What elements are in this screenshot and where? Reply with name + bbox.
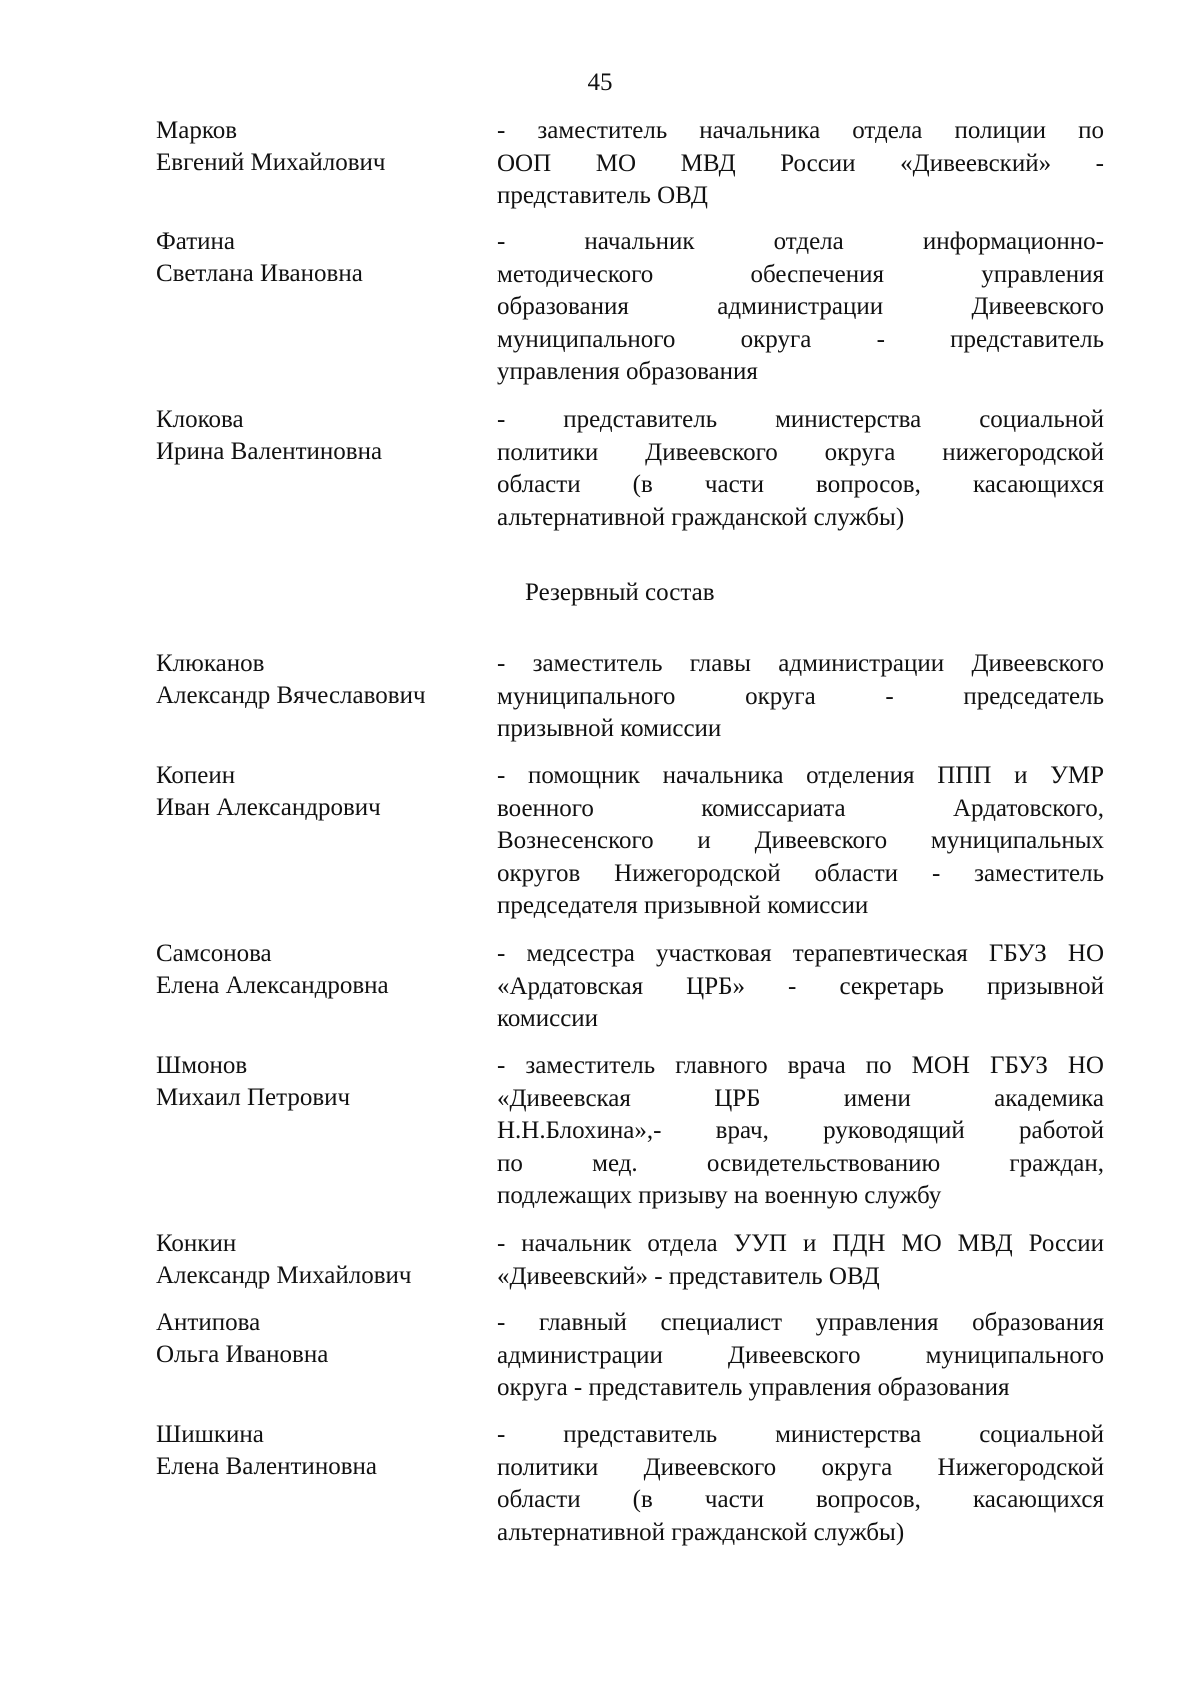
role-line: - представитель министерства социальной — [497, 1421, 1104, 1448]
member-given-name: Ирина Валентиновна — [156, 438, 383, 465]
member-role — [497, 226, 1104, 389]
reserve-section-title: Резервный состав — [525, 579, 715, 606]
member-role — [497, 648, 1104, 746]
role-line: по мед. освидетельствованию граждан, — [497, 1149, 1104, 1177]
role-line: председателя призывной комиссии — [497, 892, 869, 920]
member-role — [497, 1050, 1104, 1213]
role-line: методического обеспечения управления — [497, 260, 1104, 288]
member-given-name: Ольга Ивановна — [156, 1341, 329, 1368]
role-line: области (в части вопросов, касающихся — [497, 1486, 1104, 1514]
member-surname: Клюканов — [156, 650, 265, 677]
role-line: - заместитель главного врача по МОН ГБУЗ НО — [497, 1052, 1104, 1079]
member-given-name: Александр Михайлович — [156, 1262, 412, 1289]
member-surname: Шишкина — [156, 1421, 264, 1448]
member-given-name: Иван Александрович — [156, 794, 381, 821]
role-line: политики Дивеевского округа нижегородской — [497, 438, 1104, 466]
role-line: - начальник отдела УУП и ПДН МО МВД России — [497, 1230, 1104, 1257]
role-line: «Ардатовская ЦРБ» - секретарь призывной — [497, 972, 1104, 1000]
role-line: ООП МО МВД России «Дивеевский» - — [497, 149, 1104, 177]
member-surname: Марков — [156, 117, 238, 144]
member-role — [497, 1228, 1104, 1293]
member-given-name: Елена Валентиновна — [156, 1453, 377, 1480]
role-line: муниципального округа - председатель — [497, 682, 1104, 710]
role-line: области (в части вопросов, касающихся — [497, 471, 1104, 499]
page-number: 45 — [587, 69, 613, 96]
role-line: - начальник отдела информационно- — [497, 228, 1104, 255]
member-name — [156, 760, 486, 824]
role-line: - заместитель начальника отдела полиции по — [497, 117, 1104, 144]
role-line: - помощник начальника отделения ППП и УМР — [497, 762, 1104, 789]
member-given-name: Михаил Петрович — [156, 1084, 351, 1111]
member-surname: Фатина — [156, 228, 235, 255]
role-line: - медсестра участковая терапевтическая ГБУЗ НО — [497, 940, 1104, 967]
role-line: - главный специалист управления образования — [497, 1309, 1104, 1336]
role-line: управления образования — [497, 358, 758, 386]
role-line: «Дивеевский» - представитель ОВД — [497, 1262, 880, 1290]
role-line: муниципального округа - представитель — [497, 325, 1104, 353]
member-role — [497, 1419, 1104, 1549]
role-line: Вознесенского и Дивеевского муниципальных — [497, 827, 1104, 855]
role-line: Н.Н.Блохина»,- врач, руководящий работой — [497, 1117, 1104, 1145]
member-role — [497, 115, 1104, 213]
role-line: альтернативной гражданской службы) — [497, 1518, 905, 1546]
member-role — [497, 938, 1104, 1036]
member-name — [156, 226, 486, 290]
role-line: представитель ОВД — [497, 182, 708, 210]
role-line: комиссии — [497, 1005, 599, 1033]
member-surname: Самсонова — [156, 940, 272, 967]
role-line: - заместитель главы администрации Дивеевского — [497, 650, 1104, 677]
member-role — [497, 1307, 1104, 1405]
member-surname: Конкин — [156, 1230, 237, 1257]
role-line: политики Дивеевского округа Нижегородской — [497, 1453, 1104, 1481]
member-surname: Копеин — [156, 762, 236, 789]
member-role — [497, 760, 1104, 923]
member-surname: Антипова — [156, 1309, 261, 1336]
member-name — [156, 1307, 486, 1371]
member-given-name: Евгений Михайлович — [156, 149, 386, 176]
member-name — [156, 938, 486, 1002]
member-name — [156, 115, 486, 179]
member-given-name: Светлана Ивановна — [156, 260, 363, 287]
role-line: подлежащих призыву на военную службу — [497, 1182, 942, 1210]
member-name — [156, 1050, 486, 1114]
role-line: округа - представитель управления образования — [497, 1374, 1010, 1402]
role-line: альтернативной гражданской службы) — [497, 503, 905, 531]
role-line: - представитель министерства социальной — [497, 406, 1104, 433]
role-line: округов Нижегородской области - заместитель — [497, 859, 1104, 887]
role-line: образования администрации Дивеевского — [497, 293, 1104, 321]
role-line: «Дивеевская ЦРБ имени академика — [497, 1084, 1104, 1112]
member-name — [156, 648, 486, 712]
member-name — [156, 404, 486, 468]
role-line: администрации Дивеевского муниципального — [497, 1341, 1104, 1369]
member-role — [497, 404, 1104, 534]
role-line: военного комиссариата Ардатовского, — [497, 794, 1104, 822]
member-name — [156, 1228, 486, 1292]
member-given-name: Александр Вячеславович — [156, 682, 426, 709]
member-surname: Шмонов — [156, 1052, 248, 1079]
role-line: призывной комиссии — [497, 715, 722, 743]
member-surname: Клокова — [156, 406, 244, 433]
member-name — [156, 1419, 486, 1483]
member-given-name: Елена Александровна — [156, 972, 389, 999]
